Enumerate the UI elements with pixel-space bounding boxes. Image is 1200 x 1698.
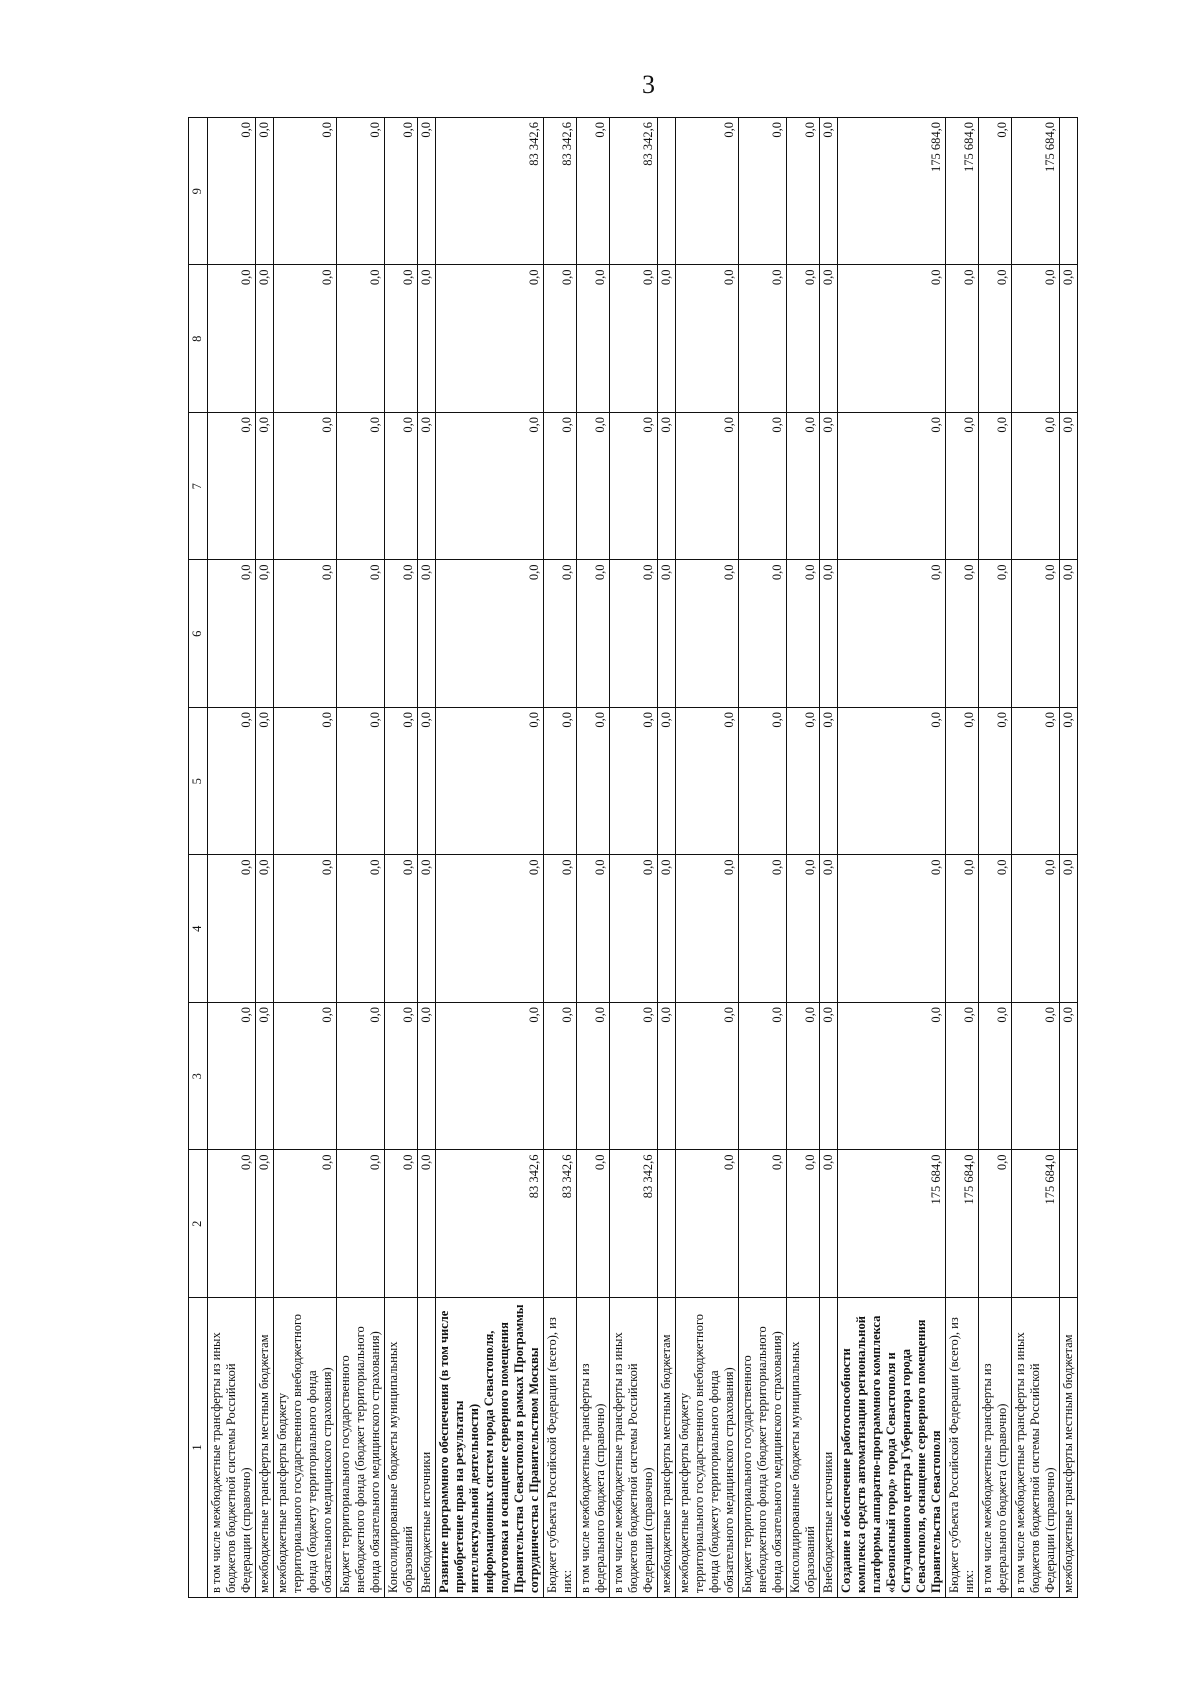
value-cell: 0,0 xyxy=(820,1150,838,1298)
value-cell: 0,0 xyxy=(256,265,274,413)
value-cell: 0,0 xyxy=(979,855,1012,1003)
row-label: Консолидированные бюджеты муниципальных образований xyxy=(787,1298,820,1598)
value-cell: 0,0 xyxy=(274,708,337,856)
table-row xyxy=(1012,118,1060,1598)
row-label: Консолидированные бюджеты муниципальных образований xyxy=(385,1298,418,1598)
value-cell: 0,0 xyxy=(385,265,418,413)
table-row xyxy=(418,118,436,1598)
table-row xyxy=(739,118,787,1598)
value-cell: 0,0 xyxy=(256,413,274,561)
value-cell: 0,0 xyxy=(739,708,787,856)
value-cell: 0,0 xyxy=(418,1003,436,1151)
value-cell: 0,0 xyxy=(979,1003,1012,1151)
value-cell: 0,0 xyxy=(946,413,979,561)
value-cell: 175 684,0 xyxy=(1012,1150,1060,1298)
column-header: 4 xyxy=(189,855,208,1003)
row-label: в том числе межбюджетные трансферты из иных бюджетов бюджетной системы Российской Федерации (справочно) xyxy=(610,1298,658,1598)
value-cell: 83 342,6 xyxy=(544,1150,577,1298)
value-cell: 0,0 xyxy=(385,118,418,266)
value-cell: 0,0 xyxy=(676,1150,739,1298)
value-cell: 83 342,6 xyxy=(610,118,658,266)
value-cell: 0,0 xyxy=(544,855,577,1003)
value-cell: 0,0 xyxy=(256,118,274,266)
row-label: межбюджетные трансферты местным бюджетам xyxy=(658,1298,676,1598)
value-cell: 0,0 xyxy=(577,855,610,1003)
value-cell: 0,0 xyxy=(436,560,544,708)
value-cell: 0,0 xyxy=(337,1003,385,1151)
row-label: Внебюджетные источники xyxy=(418,1298,436,1598)
value-cell: 0,0 xyxy=(418,855,436,1003)
value-cell: 0,0 xyxy=(979,413,1012,561)
value-cell: 0,0 xyxy=(256,855,274,1003)
row-label: Создание и обеспечение работоспособности комплекса средств автоматизации региональной платформы аппаратно-программного комплекса «Безопасный город» города Севастополя и Ситуационного центра Губернатора города Севастополя, оснащение серверного помещения Правительства Севастополя xyxy=(838,1298,946,1598)
value-cell: 0,0 xyxy=(787,413,820,561)
table-row xyxy=(676,118,739,1598)
table-row xyxy=(208,118,256,1598)
value-cell: 0,0 xyxy=(337,118,385,266)
value-cell: 0,0 xyxy=(274,1003,337,1151)
row-label: Бюджет субъекта Российской Федерации (всего), из них: xyxy=(946,1298,979,1598)
value-cell: 0,0 xyxy=(658,1003,676,1151)
value-cell: 0,0 xyxy=(658,413,676,561)
value-cell: 0,0 xyxy=(385,560,418,708)
value-cell: 0,0 xyxy=(544,413,577,561)
value-cell: 0,0 xyxy=(337,1150,385,1298)
value-cell: 0,0 xyxy=(274,413,337,561)
value-cell: 0,0 xyxy=(1060,708,1078,856)
value-cell: 0,0 xyxy=(256,1150,274,1298)
value-cell: 0,0 xyxy=(418,560,436,708)
value-cell: 83 342,6 xyxy=(544,118,577,266)
value-cell: 0,0 xyxy=(820,413,838,561)
value-cell: 0,0 xyxy=(418,413,436,561)
value-cell: 0,0 xyxy=(1012,265,1060,413)
value-cell: 0,0 xyxy=(610,708,658,856)
value-cell: 0,0 xyxy=(385,855,418,1003)
value-cell: 0,0 xyxy=(787,560,820,708)
value-cell: 0,0 xyxy=(436,1003,544,1151)
table-row xyxy=(838,118,946,1598)
value-cell: 0,0 xyxy=(739,855,787,1003)
column-header: 1 xyxy=(189,1298,208,1598)
table-row xyxy=(385,118,418,1598)
value-cell: 0,0 xyxy=(610,1003,658,1151)
table-row xyxy=(544,118,577,1598)
value-cell: 0,0 xyxy=(385,1150,418,1298)
row-label: межбюджетные трансферты местным бюджетам xyxy=(256,1298,274,1598)
value-cell: 0,0 xyxy=(739,1003,787,1151)
budget-table xyxy=(188,117,1078,1598)
value-cell: 175 684,0 xyxy=(946,118,979,266)
value-cell: 0,0 xyxy=(577,708,610,856)
value-cell: 0,0 xyxy=(337,413,385,561)
column-header: 3 xyxy=(189,1003,208,1151)
value-cell: 0,0 xyxy=(385,413,418,561)
value-cell: 0,0 xyxy=(436,413,544,561)
value-cell: 0,0 xyxy=(385,1003,418,1151)
value-cell: 0,0 xyxy=(979,708,1012,856)
value-cell: 0,0 xyxy=(577,118,610,266)
value-cell: 0,0 xyxy=(256,560,274,708)
value-cell: 0,0 xyxy=(820,855,838,1003)
value-cell: 0,0 xyxy=(946,265,979,413)
value-cell: 0,0 xyxy=(787,1150,820,1298)
table-row xyxy=(577,118,610,1598)
value-cell: 0,0 xyxy=(208,265,256,413)
value-cell: 0,0 xyxy=(676,708,739,856)
value-cell: 0,0 xyxy=(838,413,946,561)
value-cell: 0,0 xyxy=(787,265,820,413)
value-cell: 0,0 xyxy=(208,118,256,266)
value-cell: 0,0 xyxy=(577,265,610,413)
column-header: 6 xyxy=(189,560,208,708)
value-cell: 0,0 xyxy=(787,708,820,856)
value-cell: 0,0 xyxy=(946,560,979,708)
value-cell: 0,0 xyxy=(820,560,838,708)
value-cell: 0,0 xyxy=(946,1003,979,1151)
value-cell: 0,0 xyxy=(676,413,739,561)
value-cell: 0,0 xyxy=(436,265,544,413)
value-cell: 0,0 xyxy=(676,560,739,708)
value-cell: 0,0 xyxy=(208,1003,256,1151)
column-header: 7 xyxy=(189,413,208,561)
value-cell: 0,0 xyxy=(337,560,385,708)
table-row xyxy=(979,118,1012,1598)
value-cell: 0,0 xyxy=(739,118,787,266)
value-cell: 83 342,6 xyxy=(436,118,544,266)
value-cell: 0,0 xyxy=(787,118,820,266)
value-cell: 0,0 xyxy=(544,708,577,856)
value-cell: 0,0 xyxy=(577,1003,610,1151)
row-label: Развитие программного обеспечения (в том числе приобретение прав на результаты интеллектуальной деятельности) информационных систем города Севастополя, подготовка и оснащение серверного помещения Правительства Севастополя в рамках Программы сотрудничества с Правительством Москвы xyxy=(436,1298,544,1598)
table-row xyxy=(787,118,820,1598)
value-cell xyxy=(1060,1150,1078,1298)
value-cell: 0,0 xyxy=(436,708,544,856)
value-cell: 0,0 xyxy=(610,265,658,413)
value-cell: 0,0 xyxy=(1060,413,1078,561)
row-label: Бюджет территориального государственного внебюджетного фонда (бюджет территориального фонда обязательного медицинского страхования) xyxy=(337,1298,385,1598)
page-number: 3 xyxy=(642,70,655,99)
value-cell: 0,0 xyxy=(739,1150,787,1298)
value-cell: 0,0 xyxy=(820,708,838,856)
value-cell: 0,0 xyxy=(820,1003,838,1151)
value-cell: 0,0 xyxy=(658,855,676,1003)
value-cell: 0,0 xyxy=(610,413,658,561)
value-cell: 0,0 xyxy=(946,855,979,1003)
value-cell: 0,0 xyxy=(274,118,337,266)
table-row xyxy=(436,118,544,1598)
value-cell: 0,0 xyxy=(274,855,337,1003)
value-cell: 83 342,6 xyxy=(436,1150,544,1298)
value-cell: 0,0 xyxy=(1060,1003,1078,1151)
row-label: межбюджетные трансферты бюджету территориального государственного внебюджетного фонда (бюджету территориального фонда обязательного медицинского страхования) xyxy=(676,1298,739,1598)
value-cell: 0,0 xyxy=(418,1150,436,1298)
value-cell: 0,0 xyxy=(208,708,256,856)
value-cell: 0,0 xyxy=(676,1003,739,1151)
table-row xyxy=(658,118,676,1598)
value-cell: 175 684,0 xyxy=(946,1150,979,1298)
value-cell: 0,0 xyxy=(838,560,946,708)
value-cell xyxy=(658,1150,676,1298)
value-cell: 0,0 xyxy=(946,708,979,856)
value-cell: 0,0 xyxy=(274,1150,337,1298)
value-cell: 0,0 xyxy=(544,1003,577,1151)
table-row xyxy=(946,118,979,1598)
table-row xyxy=(1060,118,1078,1598)
value-cell: 0,0 xyxy=(208,413,256,561)
value-cell: 0,0 xyxy=(979,265,1012,413)
table-row xyxy=(610,118,658,1598)
rotated-table-container xyxy=(188,118,1078,1598)
value-cell: 0,0 xyxy=(838,265,946,413)
value-cell: 0,0 xyxy=(979,1150,1012,1298)
value-cell: 0,0 xyxy=(1012,855,1060,1003)
value-cell xyxy=(1060,118,1078,266)
row-label: в том числе межбюджетные трансферты из федерального бюджета (справочно) xyxy=(577,1298,610,1598)
table-body xyxy=(208,118,1078,1598)
row-label: в том числе межбюджетные трансферты из иных бюджетов бюджетной системы Российской Федерации (справочно) xyxy=(1012,1298,1060,1598)
value-cell: 0,0 xyxy=(256,1003,274,1151)
value-cell: 0,0 xyxy=(739,265,787,413)
value-cell: 0,0 xyxy=(577,1150,610,1298)
row-label: в том числе межбюджетные трансферты из иных бюджетов бюджетной системы Российской Федерации (справочно) xyxy=(208,1298,256,1598)
value-cell: 0,0 xyxy=(1060,855,1078,1003)
value-cell: 0,0 xyxy=(274,265,337,413)
value-cell: 0,0 xyxy=(544,265,577,413)
value-cell: 0,0 xyxy=(658,708,676,856)
column-header: 8 xyxy=(189,265,208,413)
value-cell: 0,0 xyxy=(1060,560,1078,708)
value-cell: 0,0 xyxy=(658,560,676,708)
value-cell: 0,0 xyxy=(577,413,610,561)
value-cell: 0,0 xyxy=(418,265,436,413)
value-cell: 0,0 xyxy=(418,708,436,856)
value-cell: 0,0 xyxy=(337,708,385,856)
table-row xyxy=(820,118,838,1598)
value-cell: 0,0 xyxy=(274,560,337,708)
column-header: 5 xyxy=(189,708,208,856)
value-cell: 175 684,0 xyxy=(1012,118,1060,266)
value-cell: 0,0 xyxy=(739,560,787,708)
table-row xyxy=(337,118,385,1598)
row-label: межбюджетные трансферты местным бюджетам xyxy=(1060,1298,1078,1598)
value-cell: 0,0 xyxy=(208,560,256,708)
row-label: межбюджетные трансферты бюджету территориального государственного внебюджетного фонда (бюджету территориального фонда обязательного медицинского страхования) xyxy=(274,1298,337,1598)
value-cell: 0,0 xyxy=(838,855,946,1003)
column-header: 9 xyxy=(189,118,208,266)
value-cell: 0,0 xyxy=(208,855,256,1003)
value-cell: 0,0 xyxy=(418,118,436,266)
row-label: в том числе межбюджетные трансферты из федерального бюджета (справочно) xyxy=(979,1298,1012,1598)
value-cell: 0,0 xyxy=(610,560,658,708)
value-cell: 0,0 xyxy=(676,265,739,413)
value-cell xyxy=(658,118,676,266)
value-cell: 0,0 xyxy=(787,1003,820,1151)
value-cell: 0,0 xyxy=(1012,413,1060,561)
value-cell: 0,0 xyxy=(256,708,274,856)
value-cell: 0,0 xyxy=(676,855,739,1003)
value-cell: 0,0 xyxy=(337,855,385,1003)
value-cell: 0,0 xyxy=(658,265,676,413)
value-cell: 0,0 xyxy=(544,560,577,708)
value-cell: 83 342,6 xyxy=(610,1150,658,1298)
value-cell: 0,0 xyxy=(838,708,946,856)
row-label: Бюджет территориального государственного внебюджетного фонда (бюджет территориального фонда обязательного медицинского страхования) xyxy=(739,1298,787,1598)
value-cell: 175 684,0 xyxy=(838,1150,946,1298)
value-cell: 0,0 xyxy=(1060,265,1078,413)
column-number-row xyxy=(189,118,208,1598)
value-cell: 0,0 xyxy=(820,118,838,266)
value-cell: 175 684,0 xyxy=(838,118,946,266)
table-row xyxy=(274,118,337,1598)
row-label: Бюджет субъекта Российской Федерации (всего), из них: xyxy=(544,1298,577,1598)
value-cell: 0,0 xyxy=(1012,560,1060,708)
value-cell: 0,0 xyxy=(610,855,658,1003)
value-cell: 0,0 xyxy=(577,560,610,708)
value-cell: 0,0 xyxy=(838,1003,946,1151)
row-label: Внебюджетные источники xyxy=(820,1298,838,1598)
value-cell: 0,0 xyxy=(1012,708,1060,856)
value-cell: 0,0 xyxy=(979,118,1012,266)
value-cell: 0,0 xyxy=(787,855,820,1003)
value-cell: 0,0 xyxy=(1012,1003,1060,1151)
value-cell: 0,0 xyxy=(739,413,787,561)
column-header: 2 xyxy=(189,1150,208,1298)
value-cell: 0,0 xyxy=(436,855,544,1003)
value-cell: 0,0 xyxy=(385,708,418,856)
value-cell: 0,0 xyxy=(820,265,838,413)
table-row xyxy=(256,118,274,1598)
value-cell: 0,0 xyxy=(208,1150,256,1298)
value-cell: 0,0 xyxy=(676,118,739,266)
value-cell: 0,0 xyxy=(979,560,1012,708)
value-cell: 0,0 xyxy=(337,265,385,413)
